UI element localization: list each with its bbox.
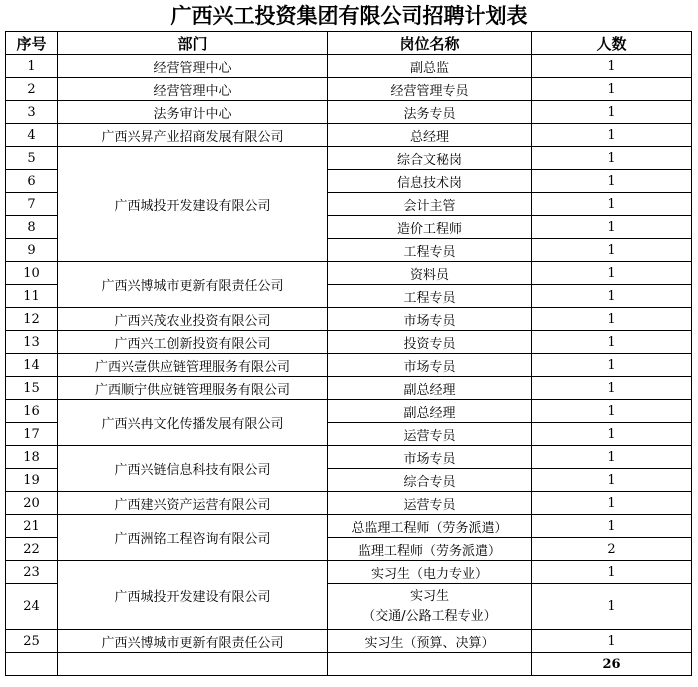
position-cell: 市场专员 — [328, 446, 532, 469]
table-row — [6, 124, 692, 147]
dept-cell: 经营管理中心 — [58, 55, 328, 78]
seq-cell: 6 — [6, 170, 58, 193]
recruitment-table — [5, 31, 692, 676]
count-cell: 1 — [532, 446, 692, 469]
count-cell: 1 — [532, 147, 692, 170]
count-cell: 1 — [532, 55, 692, 78]
position-cell: 法务专员 — [328, 101, 532, 124]
seq-cell: 17 — [6, 423, 58, 446]
header-count: 人数 — [532, 32, 692, 55]
seq-cell: 23 — [6, 561, 58, 584]
count-cell: 1 — [532, 400, 692, 423]
position-cell: 实习生（预算、决算） — [328, 630, 532, 653]
position-cell: 副总监 — [328, 55, 532, 78]
header-dept: 部门 — [58, 32, 328, 55]
position-cell: 市场专员 — [328, 354, 532, 377]
table-row — [6, 400, 692, 423]
count-cell: 1 — [532, 216, 692, 239]
dept-cell: 广西城投开发建设有限公司 — [58, 147, 328, 262]
position-cell: 信息技术岗 — [328, 170, 532, 193]
position-line-1: 实习生 — [409, 588, 449, 604]
position-cell: 市场专员 — [328, 308, 532, 331]
table-row — [6, 377, 692, 400]
position-cell: 总经理 — [328, 124, 532, 147]
seq-cell: 11 — [6, 285, 58, 308]
seq-cell: 20 — [6, 492, 58, 515]
table-row — [6, 101, 692, 124]
position-cell: 副总经理 — [328, 400, 532, 423]
seq-cell: 15 — [6, 377, 58, 400]
seq-cell: 12 — [6, 308, 58, 331]
count-cell: 1 — [532, 423, 692, 446]
seq-cell: 16 — [6, 400, 58, 423]
count-cell: 1 — [532, 124, 692, 147]
count-cell: 1 — [532, 492, 692, 515]
count-cell: 2 — [532, 538, 692, 561]
seq-cell: 3 — [6, 101, 58, 124]
dept-cell: 广西兴工创新投资有限公司 — [58, 331, 328, 354]
count-cell: 1 — [532, 377, 692, 400]
seq-cell: 18 — [6, 446, 58, 469]
table-row — [6, 446, 692, 469]
position-cell: 实习生（电力专业） — [328, 561, 532, 584]
table-row — [6, 515, 692, 538]
seq-cell: 1 — [6, 55, 58, 78]
seq-cell: 22 — [6, 538, 58, 561]
seq-cell: 8 — [6, 216, 58, 239]
dept-cell: 广西兴茂农业投资有限公司 — [58, 308, 328, 331]
table-row — [6, 331, 692, 354]
dept-cell: 广西顺宁供应链管理服务有限公司 — [58, 377, 328, 400]
table-row — [6, 147, 692, 170]
count-cell: 1 — [532, 469, 692, 492]
dept-cell: 广西兴昇产业招商发展有限公司 — [58, 124, 328, 147]
table-row — [6, 262, 692, 285]
dept-cell: 广西兴链信息科技有限公司 — [58, 446, 328, 492]
table-row — [6, 354, 692, 377]
position-cell: 会计主管 — [328, 193, 532, 216]
table-row — [6, 308, 692, 331]
count-cell: 1 — [532, 239, 692, 262]
position-cell: 工程专员 — [328, 239, 532, 262]
dept-cell: 广西城投开发建设有限公司 — [58, 561, 328, 630]
header-row — [6, 32, 692, 55]
dept-cell: 广西建兴资产运营有限公司 — [58, 492, 328, 515]
count-cell: 1 — [532, 561, 692, 584]
position-cell: 监理工程师（劳务派遣） — [328, 538, 532, 561]
dept-cell: 广西兴博城市更新有限责任公司 — [58, 630, 328, 653]
seq-cell: 21 — [6, 515, 58, 538]
header-seq: 序号 — [6, 32, 58, 55]
dept-cell: 广西兴冉文化传播发展有限公司 — [58, 400, 328, 446]
dept-cell: 法务审计中心 — [58, 101, 328, 124]
dept-cell: 广西兴博城市更新有限责任公司 — [58, 262, 328, 308]
total-row — [6, 653, 692, 676]
dept-cell: 广西洲铭工程咨询有限公司 — [58, 515, 328, 561]
table-row — [6, 78, 692, 101]
position-cell — [328, 584, 532, 630]
seq-cell: 2 — [6, 78, 58, 101]
position-cell: 投资专员 — [328, 331, 532, 354]
total-seq-cell — [6, 653, 58, 676]
total-count-cell: 26 — [532, 653, 692, 676]
position-line-2: （交通/公路工程专业） — [362, 608, 497, 624]
table-row — [6, 492, 692, 515]
position-cell: 运营专员 — [328, 492, 532, 515]
seq-cell: 25 — [6, 630, 58, 653]
position-cell: 副总经理 — [328, 377, 532, 400]
count-cell: 1 — [532, 630, 692, 653]
dept-cell: 经营管理中心 — [58, 78, 328, 101]
table-row — [6, 561, 692, 584]
page-title: 广西兴工投资集团有限公司招聘计划表 — [170, 3, 528, 28]
seq-cell: 9 — [6, 239, 58, 262]
count-cell: 1 — [532, 584, 692, 630]
dept-cell: 广西兴壹供应链管理服务有限公司 — [58, 354, 328, 377]
total-position-cell — [328, 653, 532, 676]
seq-cell: 4 — [6, 124, 58, 147]
count-cell: 1 — [532, 285, 692, 308]
count-cell: 1 — [532, 308, 692, 331]
position-cell: 运营专员 — [328, 423, 532, 446]
position-cell: 综合专员 — [328, 469, 532, 492]
seq-cell: 14 — [6, 354, 58, 377]
header-position: 岗位名称 — [328, 32, 532, 55]
seq-cell: 10 — [6, 262, 58, 285]
seq-cell: 19 — [6, 469, 58, 492]
count-cell: 1 — [532, 354, 692, 377]
count-cell: 1 — [532, 101, 692, 124]
position-cell: 总监理工程师（劳务派遣） — [328, 515, 532, 538]
position-cell: 造价工程师 — [328, 216, 532, 239]
count-cell: 1 — [532, 193, 692, 216]
count-cell: 1 — [532, 515, 692, 538]
count-cell: 1 — [532, 78, 692, 101]
position-cell: 工程专员 — [328, 285, 532, 308]
seq-cell: 5 — [6, 147, 58, 170]
seq-cell: 24 — [6, 584, 58, 630]
position-cell: 资料员 — [328, 262, 532, 285]
total-dept-cell — [58, 653, 328, 676]
table-row — [6, 55, 692, 78]
table-row — [6, 630, 692, 653]
seq-cell: 7 — [6, 193, 58, 216]
seq-cell: 13 — [6, 331, 58, 354]
count-cell: 1 — [532, 331, 692, 354]
count-cell: 1 — [532, 170, 692, 193]
position-cell: 综合文秘岗 — [328, 147, 532, 170]
count-cell: 1 — [532, 262, 692, 285]
position-cell: 经营管理专员 — [328, 78, 532, 101]
